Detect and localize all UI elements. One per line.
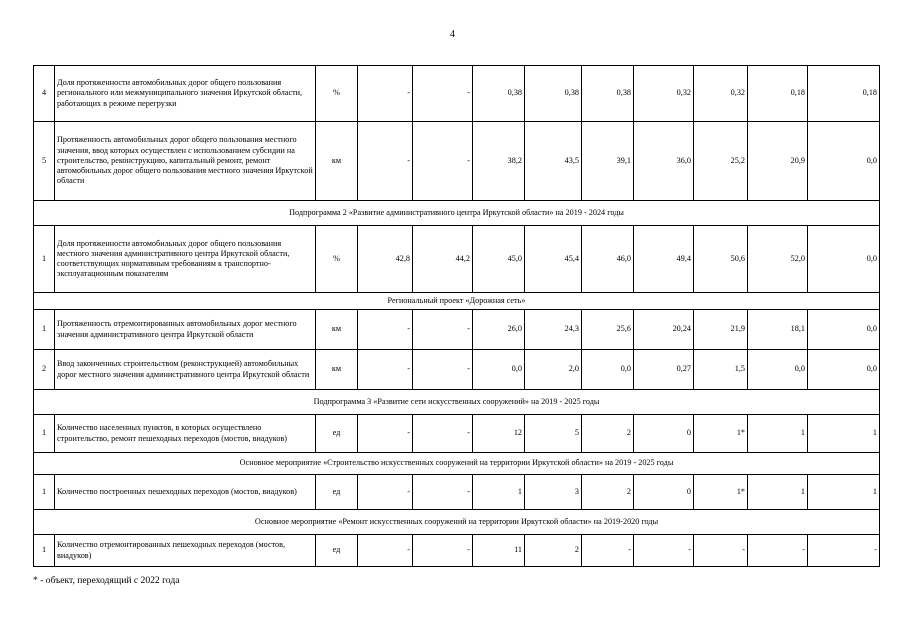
unit-cell: ед	[316, 535, 358, 567]
value-cell: 44,2	[413, 226, 473, 293]
value-cell: 52,0	[748, 226, 808, 293]
value-cell: 45,0	[473, 226, 525, 293]
row-number: 1	[34, 226, 55, 293]
value-cell: 38,2	[473, 122, 525, 201]
table-row	[34, 415, 880, 453]
value-cell: 12	[473, 415, 525, 453]
value-cell: -	[358, 122, 413, 201]
value-cell: 1*	[694, 475, 748, 510]
value-cell: 1	[748, 475, 808, 510]
value-cell: 26,0	[473, 310, 525, 350]
section-row	[34, 390, 880, 415]
value-cell: 49,4	[634, 226, 694, 293]
value-cell: 2,0	[525, 350, 582, 390]
value-cell: 11	[473, 535, 525, 567]
unit-cell: ед	[316, 475, 358, 510]
value-cell: 0	[634, 475, 694, 510]
value-cell: 45,4	[525, 226, 582, 293]
value-cell: 0,0	[808, 122, 880, 201]
value-cell: 0,0	[748, 350, 808, 390]
section-title: Основное мероприятие «Строительство искусственных сооружений на территории Иркутской области» на 2019 - 2025 годы	[34, 453, 880, 475]
value-cell: 1,5	[694, 350, 748, 390]
value-cell: 42,8	[358, 226, 413, 293]
value-cell: 24,3	[525, 310, 582, 350]
unit-cell: км	[316, 310, 358, 350]
row-number: 4	[34, 66, 55, 122]
value-cell: 18,1	[748, 310, 808, 350]
indicator-name: Количество построенных пешеходных переходов (мостов, виадуков)	[55, 475, 316, 510]
table-body	[34, 66, 880, 567]
value-cell: 25,2	[694, 122, 748, 201]
value-cell: -	[358, 310, 413, 350]
value-cell: 0,18	[748, 66, 808, 122]
value-cell: -	[413, 535, 473, 567]
table-row	[34, 535, 880, 567]
value-cell: 2	[525, 535, 582, 567]
value-cell: -	[634, 535, 694, 567]
table-row	[34, 122, 880, 201]
value-cell: 0,0	[582, 350, 634, 390]
indicator-name: Протяженность отремонтированных автомобильных дорог местного значения административного центра Иркутской области	[55, 310, 316, 350]
value-cell: 0,0	[808, 226, 880, 293]
unit-cell: км	[316, 122, 358, 201]
unit-cell: %	[316, 66, 358, 122]
value-cell: -	[358, 415, 413, 453]
value-cell: -	[413, 415, 473, 453]
section-title: Региональный проект «Дорожная сеть»	[34, 293, 880, 310]
value-cell: 1	[748, 415, 808, 453]
value-cell: -	[748, 535, 808, 567]
value-cell: 1*	[694, 415, 748, 453]
value-cell: 20,9	[748, 122, 808, 201]
page-number: 4	[450, 29, 455, 40]
value-cell: -	[694, 535, 748, 567]
value-cell: -	[413, 66, 473, 122]
row-number: 1	[34, 310, 55, 350]
value-cell: 0,18	[808, 66, 880, 122]
section-title: Основное мероприятие «Ремонт искусственных сооружений на территории Иркутской области» на 2019-2020 годы	[34, 510, 880, 535]
indicator-name: Ввод законченных строительством (реконструкцией) автомобильных дорог местного значения административного центра Иркутской области	[55, 350, 316, 390]
row-number: 5	[34, 122, 55, 201]
value-cell: 5	[525, 415, 582, 453]
value-cell: -	[358, 350, 413, 390]
section-row	[34, 201, 880, 226]
value-cell: 0,0	[473, 350, 525, 390]
value-cell: 43,5	[525, 122, 582, 201]
unit-cell: ед	[316, 415, 358, 453]
unit-cell: км	[316, 350, 358, 390]
indicator-name: Доля протяженности автомобильных дорог общего пользования местного значения административного центра Иркутской области, соответствующих нормативным требованиям к транспортно-эксплуатационным показателям	[55, 226, 316, 293]
value-cell: 21,9	[694, 310, 748, 350]
value-cell: 1	[473, 475, 525, 510]
value-cell: 36,0	[634, 122, 694, 201]
value-cell: 0,38	[525, 66, 582, 122]
value-cell: -	[413, 310, 473, 350]
value-cell: 2	[582, 475, 634, 510]
value-cell: -	[413, 350, 473, 390]
value-cell: -	[358, 66, 413, 122]
indicator-name: Доля протяженности автомобильных дорог общего пользования регионального или межмуниципального значения Иркутской области, работающих в режиме перегрузки	[55, 66, 316, 122]
row-number: 2	[34, 350, 55, 390]
section-row	[34, 293, 880, 310]
footnote: * - объект, переходящий с 2022 года	[33, 575, 180, 586]
value-cell: 0,32	[694, 66, 748, 122]
section-title: Подпрограмма 2 «Развитие административного центра Иркутской области» на 2019 - 2024 годы	[34, 201, 880, 226]
section-title: Подпрограмма 3 «Развитие сети искусственных сооружений» на 2019 - 2025 годы	[34, 390, 880, 415]
value-cell: 0,27	[634, 350, 694, 390]
table-row	[34, 66, 880, 122]
indicator-name: Количество отремонтированных пешеходных переходов (мостов, виадуков)	[55, 535, 316, 567]
indicators-table	[33, 65, 880, 567]
value-cell: 0	[634, 415, 694, 453]
indicator-name: Количество населенных пунктов, в которых осуществлено строительство, ремонт пешеходных переходов (мостов, виадуков)	[55, 415, 316, 453]
row-number: 1	[34, 415, 55, 453]
table-row	[34, 226, 880, 293]
value-cell: 0,32	[634, 66, 694, 122]
value-cell: 0,0	[808, 350, 880, 390]
value-cell: 0,38	[473, 66, 525, 122]
value-cell: -	[413, 122, 473, 201]
table-row	[34, 310, 880, 350]
value-cell: 1	[808, 415, 880, 453]
value-cell: 0,0	[808, 310, 880, 350]
value-cell: 1	[808, 475, 880, 510]
row-number: 1	[34, 475, 55, 510]
row-number: 1	[34, 535, 55, 567]
value-cell: -	[413, 475, 473, 510]
value-cell: 39,1	[582, 122, 634, 201]
table-row	[34, 475, 880, 510]
value-cell: 0,38	[582, 66, 634, 122]
value-cell: -	[808, 535, 880, 567]
value-cell: 50,6	[694, 226, 748, 293]
unit-cell: %	[316, 226, 358, 293]
value-cell: -	[582, 535, 634, 567]
value-cell: 3	[525, 475, 582, 510]
value-cell: 20,24	[634, 310, 694, 350]
value-cell: -	[358, 475, 413, 510]
value-cell: -	[358, 535, 413, 567]
section-row	[34, 453, 880, 475]
value-cell: 2	[582, 415, 634, 453]
value-cell: 46,0	[582, 226, 634, 293]
table-row	[34, 350, 880, 390]
indicator-name: Протяженность автомобильных дорог общего пользования местного значения, ввод которых осуществлен с использованием субсидии на строительство, реконструкцию, капитальный ремонт, ремонт автомобильных дорог общего пользования местного значения Иркутской области	[55, 122, 316, 201]
section-row	[34, 510, 880, 535]
value-cell: 25,6	[582, 310, 634, 350]
